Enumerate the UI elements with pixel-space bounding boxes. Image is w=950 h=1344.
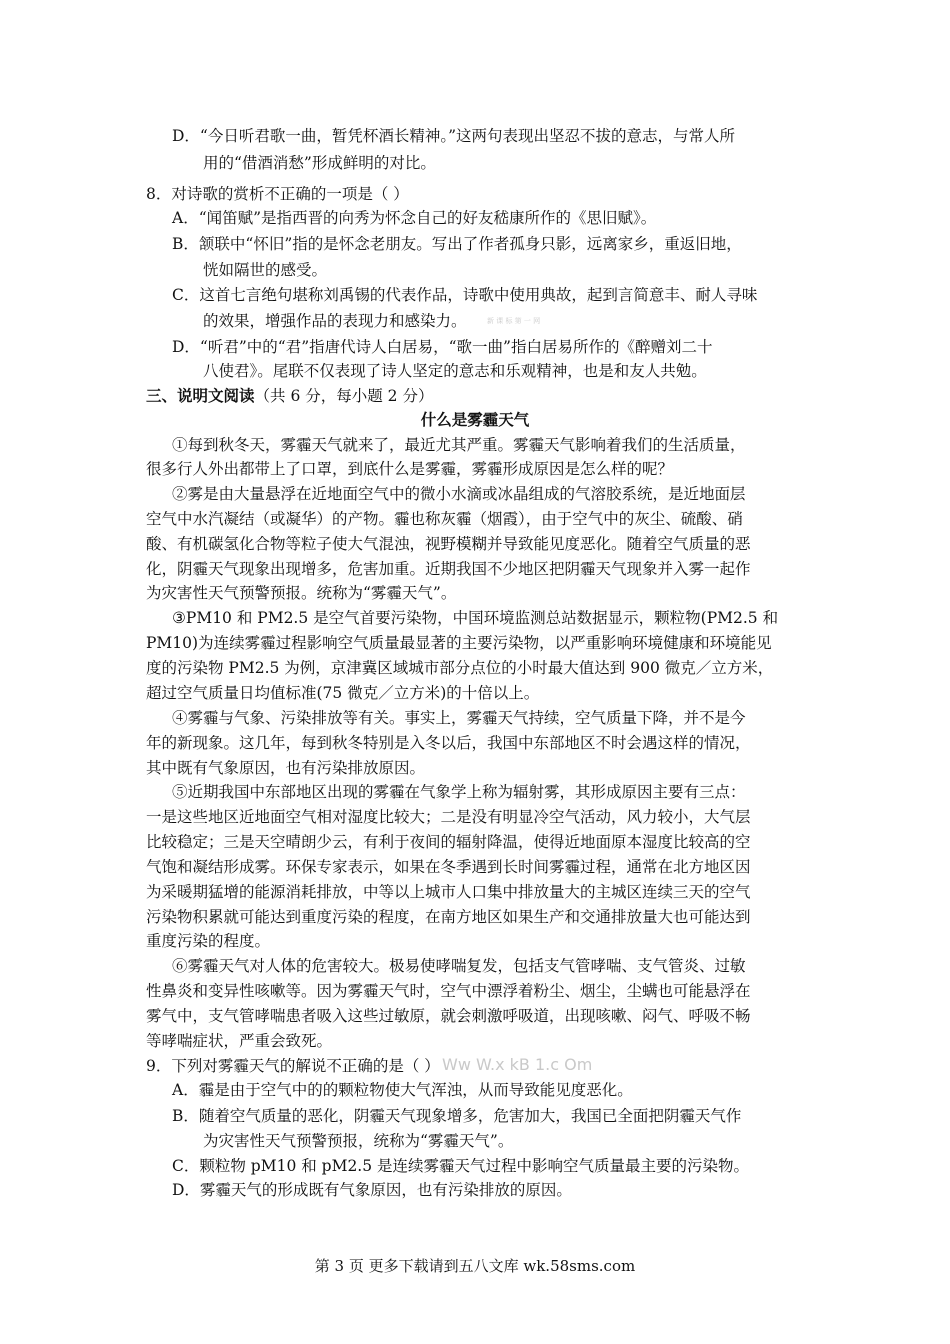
paragraph-4-line1: ④雾霾与气象、污染排放等有关。事实上，雾霾天气持续，空气质量下降，并不是今 xyxy=(172,709,746,727)
q8-option-d-line2: 八使君》。尾联不仅表现了诗人坚定的意志和乐观精神，也是和友人共勉。 xyxy=(203,362,707,380)
paragraph-6-line1: ⑥雾霾天气对人体的危害较大。极易使哮喘复发，包括支气管哮喘、支气管炎、过敏 xyxy=(172,957,746,975)
q8-option-c-line2: 的效果，增强作品的表现力和感染力。 xyxy=(203,312,467,330)
q8-option-a: A．“闻笛赋”是指西晋的向秀为怀念自己的好友嵇康所作的《思旧赋》。 xyxy=(172,209,657,227)
q8-option-d-line1: D．“听君”中的“君”指唐代诗人白居易，“歌一曲”指白居易所作的《醉赠刘二十 xyxy=(172,338,713,356)
paragraph-5-line7: 重度污染的程度。 xyxy=(146,932,271,950)
section-3-heading-note: （共 6 分，每小题 2 分） xyxy=(254,387,434,405)
paragraph-2-line5: 为灾害性天气预警预报。统称为“雾霾天气”。 xyxy=(146,584,457,602)
paragraph-6-line4: 等哮喘症状，严重会致死。 xyxy=(146,1032,333,1050)
article-title: 什么是雾霾天气 xyxy=(420,411,530,429)
section-3-heading xyxy=(146,384,433,408)
q8-option-c-line1: C．这首七言绝句堪称刘禹锡的代表作品，诗歌中使用典故，起到言简意丰、耐人寻味 xyxy=(172,286,758,304)
q8-option-b-line2: 恍如隔世的感受。 xyxy=(203,261,328,279)
paragraph-2-line2: 空气中水汽凝结（或凝华）的产物。霾也称灰霾（烟霞），由于空气中的灰尘、硫酸、硝 xyxy=(146,510,743,528)
paragraph-3-line2: PM10)为连续雾霾过程影响空气质量最显著的主要污染物，以严重影响环境健康和环境能见 xyxy=(146,634,772,652)
paragraph-5-line6: 污染物积累就可能达到重度污染的程度，在南方地区如果生产和交通排放量大也可能达到 xyxy=(146,908,751,926)
q8-watermark: 新 课 标 第 一 网 xyxy=(487,317,541,325)
paragraph-2-line3: 酸、有机碳氢化合物等粒子使大气混浊，视野模糊并导致能见度恶化。随着空气质量的恶 xyxy=(146,535,751,553)
paragraph-6-line3: 雾气中，支气管哮喘患者吸入这些过敏原，就会刺激呼吸道，出现咳嗽、闷气、呼吸不畅 xyxy=(146,1007,751,1025)
paragraph-4-line3: 其中既有气象原因，也有污染排放原因。 xyxy=(146,759,426,777)
paragraph-2-line4: 化，阴霾天气现象出现增多，危害加重。近期我国不少地区把阴霾天气现象并入雾一起作 xyxy=(146,560,751,578)
paragraph-5-line2: 一是这些地区近地面空气相对湿度比较大；二是没有明显冷空气活动，风力较小，大气层 xyxy=(146,808,751,826)
q9-option-c: C．颗粒物 pM10 和 pM2.5 是连续雾霾天气过程中影响空气质量最主要的污染物。 xyxy=(172,1157,750,1175)
q9-watermark: Ww W.x kB 1.c Om xyxy=(442,1055,593,1074)
question-8-stem: 8．对诗歌的赏析不正确的一项是（ ） xyxy=(146,185,409,203)
paragraph-2-line1: ②雾是由大量悬浮在近地面空气中的微小水滴或冰晶组成的气溶胶系统，是近地面层 xyxy=(172,485,746,503)
paragraph-5-line3: 比较稳定；三是天空晴朗少云，有利于夜间的辐射降温，使得近地面原本湿度比较高的空 xyxy=(146,833,751,851)
paragraph-4-line2: 年的新现象。这几年，每到秋冬特别是入冬以后，我国中东部地区不时会遇这样的情况， xyxy=(146,734,751,752)
paragraph-5-line5: 为采暖期猛增的能源消耗排放，中等以上城市人口集中排放量大的主城区连续三天的空气 xyxy=(146,883,751,901)
q7-option-d-line1: D．“今日听君歌一曲，暂凭杯酒长精神。”这两句表现出坚忍不拔的意志，与常人所 xyxy=(172,127,736,145)
paragraph-6-line2: 性鼻炎和变异性咳嗽等。因为雾霾天气时，空气中漂浮着粉尘、烟尘，尘螨也可能悬浮在 xyxy=(146,982,751,1000)
page-footer: 第 3 页 更多下载请到五八文库 wk.58sms.com xyxy=(314,1257,636,1275)
section-3-heading-text: 三、说明文阅读 xyxy=(146,387,255,405)
paragraph-1-line1: ①每到秋冬天，雾霾天气就来了，最近尤其严重。雾霾天气影响着我们的生活质量， xyxy=(172,436,746,454)
q9-option-a: A．霾是由于空气中的的颗粒物使大气浑浊，从而导致能见度恶化。 xyxy=(172,1081,633,1099)
paragraph-5-line1: ⑤近期我国中东部地区出现的雾霾在气象学上称为辐射雾，其形成原因主要有三点： xyxy=(172,783,746,801)
question-9-stem: 9．下列对雾霾天气的解说不正确的是（ ） xyxy=(146,1057,440,1075)
paragraph-1-line2: 很多行人外出都带上了口罩，到底什么是雾霾，雾霾形成原因是怎么样的呢？ xyxy=(146,460,674,478)
paragraph-3-line3: 度的污染物 PM2.5 为例，京津冀区域城市部分点位的小时最大值达到 900 微克／立方米， xyxy=(146,659,774,677)
q9-option-b-line2: 为灾害性天气预警预报，统称为“雾霾天气”。 xyxy=(203,1132,514,1150)
paragraph-5-line4: 气饱和凝结形成雾。环保专家表示，如果在冬季遇到长时间雾霾过程，通常在北方地区因 xyxy=(146,858,751,876)
paragraph-3-line4: 超过空气质量日均值标准(75 微克／立方米)的十倍以上。 xyxy=(146,684,540,702)
q9-option-d: D．雾霾天气的形成既有气象原因，也有污染排放的原因。 xyxy=(172,1181,572,1199)
paragraph-3-line1: ③PM10 和 PM2.5 是空气首要污染物，中国环境监测总站数据显示，颗粒物(PM2.5 和 xyxy=(172,609,779,627)
q9-option-b-line1: B．随着空气质量的恶化，阴霾天气现象增多，危害加大，我国已全面把阴霾天气作 xyxy=(172,1107,742,1125)
q8-option-b-line1: B．颔联中“怀旧”指的是怀念老朋友。写出了作者孤身只影，远离家乡，重返旧地， xyxy=(172,235,742,253)
q7-option-d-line2: 用的“借酒消愁”形成鲜明的对比。 xyxy=(203,154,436,172)
